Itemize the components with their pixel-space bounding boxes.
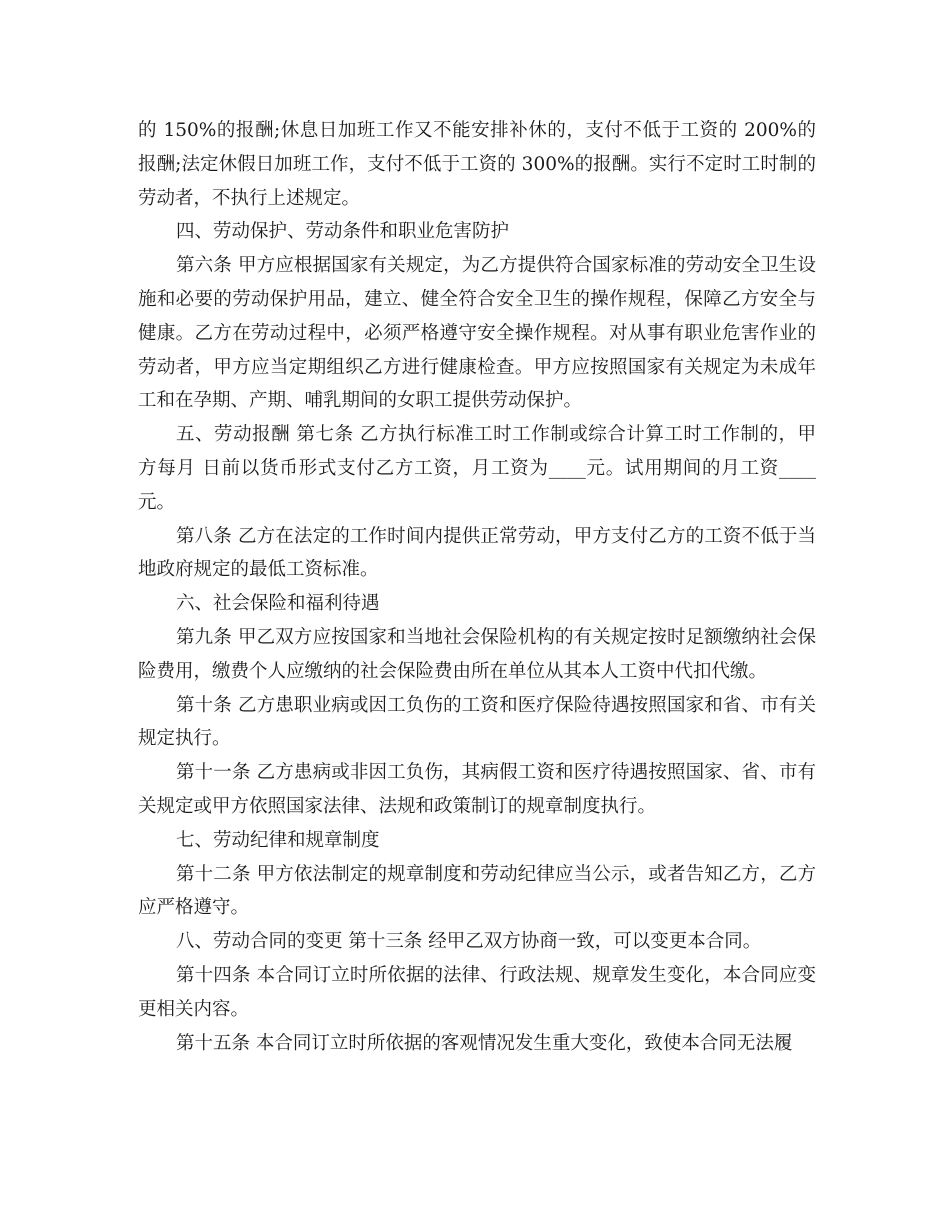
article-11-paragraph: 第十一条 乙方患病或非因工负伤，其病假工资和医疗待遇按照国家、省、市有关规定或甲方依照国家法律、法规和政策制订的规章制度执行。 [138, 762, 816, 817]
article-10-paragraph: 第十条 乙方患职业病或因工负伤的工资和医疗保险待遇按照国家和省、市有关规定执行。 [138, 694, 816, 750]
section-5-article-7-paragraph: 五、劳动报酬 第七条 乙方执行标准工时工作制或综合计算工时工作制的，甲方每月 日前以货币形式支付乙方工资，月工资为____元。试用期间的月工资____元。 [138, 424, 816, 513]
section-4-heading: 四、劳动保护、劳动条件和职业危害防护 [176, 221, 510, 243]
article-12-paragraph: 第十二条 甲方依法制定的规章制度和劳动纪律应当公示，或者告知乙方，乙方应严格遵守。 [138, 863, 816, 919]
section-6-heading: 六、社会保险和福利待遇 [176, 593, 380, 615]
section-8-article-13-paragraph: 八、劳动合同的变更 第十三条 经甲乙双方协商一致，可以变更本合同。 [176, 931, 762, 953]
article-8-paragraph: 第八条 乙方在法定的工作时间内提供正常劳动，甲方支付乙方的工资不低于当地政府规定的最低工资标准。 [138, 525, 816, 581]
article-6-paragraph: 第六条 甲方应根据国家有关规定，为乙方提供符合国家标准的劳动安全卫生设施和必要的劳动保护用品，建立、健全符合安全卫生的操作规程，保障乙方安全与健康。乙方在劳动过程中，必须严格遵守安全操作规程。对从事有职业危害作业的劳动者，甲方应当定期组织乙方进行健康检查。甲方应按照国家有关规定为未成年工和在孕期、产期、哺乳期间的女职工提供劳动保护。 [138, 255, 816, 412]
paragraph-continuation: 的 150%的报酬;休息日加班工作又不能安排补休的，支付不低于工资的 200%的报酬;法定休假日加班工作，支付不低于工资的 300%的报酬。实行不定时工时制的劳动者，不执行上述规定。 [138, 120, 816, 209]
article-9-paragraph: 第九条 甲乙双方应按国家和当地社会保险机构的有关规定按时足额缴纳社会保险费用，缴费个人应缴纳的社会保险费由所在单位从其本人工资中代扣代缴。 [138, 626, 816, 682]
section-7-heading: 七、劳动纪律和规章制度 [176, 829, 380, 851]
article-15-paragraph: 第十五条 本合同订立时所依据的客观情况发生重大变化，致使本合同无法履 [176, 1032, 793, 1054]
document-body [138, 114, 816, 1060]
article-14-paragraph: 第十四条 本合同订立时所依据的法律、行政法规、规章发生变化，本合同应变更相关内容。 [138, 964, 816, 1020]
